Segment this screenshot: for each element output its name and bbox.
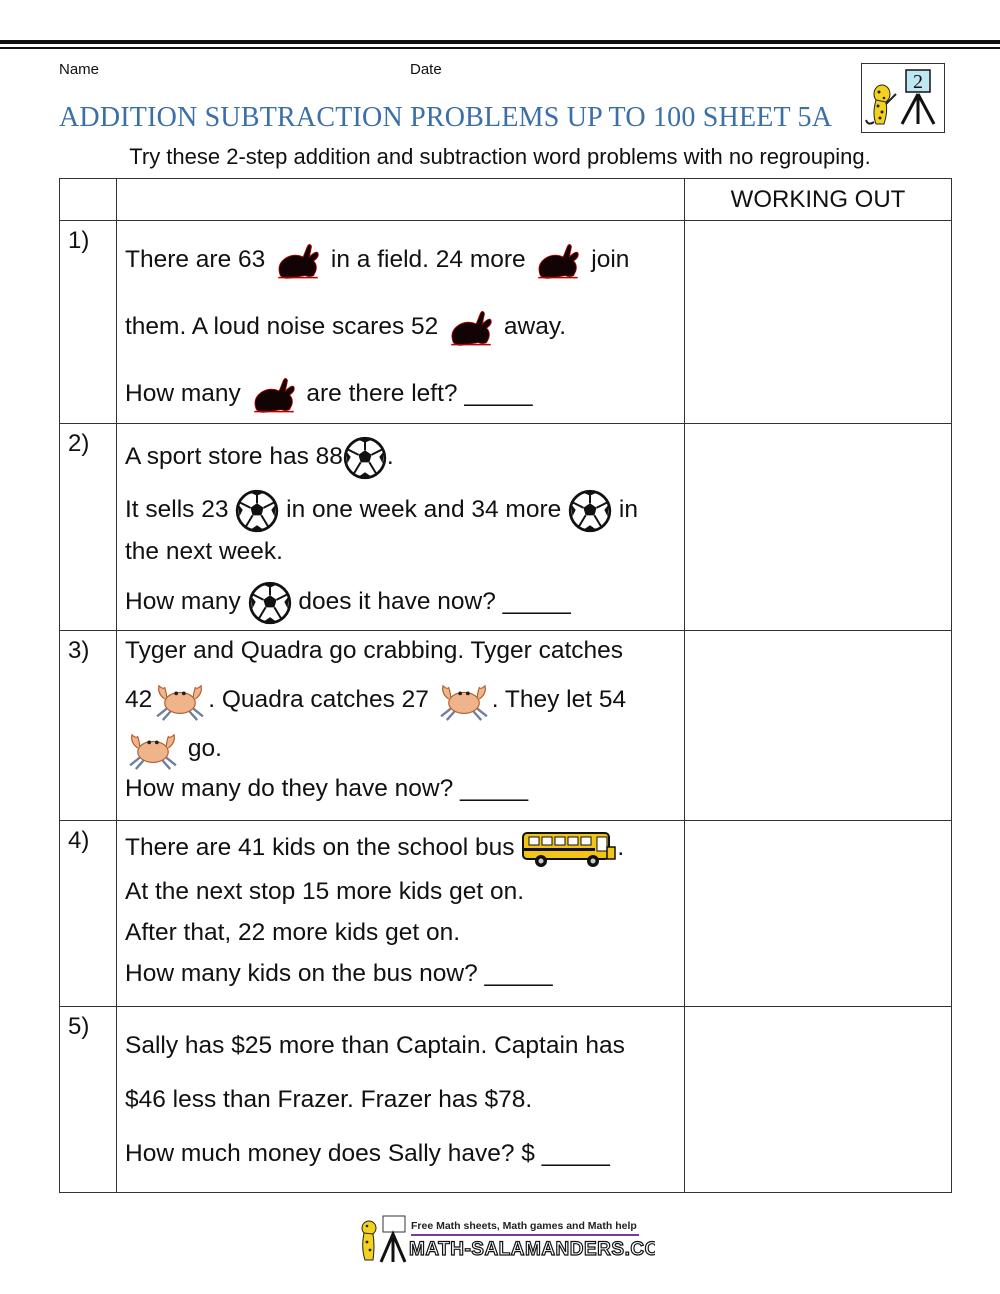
school-bus-icon (521, 829, 617, 869)
problem-text: in one week and 34 more (286, 496, 562, 523)
table-header-row (60, 179, 952, 221)
soccer-ball-icon (568, 489, 612, 533)
soccer-ball-icon (343, 436, 387, 480)
problem-text: At the next stop 15 more kids get on. (125, 878, 525, 905)
problem-number: 1) (60, 221, 117, 424)
problems-table (59, 178, 952, 1193)
crab-icon (436, 680, 492, 722)
problem-text: does it have now? _____ (298, 588, 571, 615)
problem-text-3 (117, 631, 685, 821)
working-out-cell[interactable] (685, 424, 952, 631)
problem-text: the next week. (125, 538, 283, 565)
problem-row-3 (60, 631, 952, 821)
rabbit-icon (532, 240, 584, 282)
soccer-ball-icon (235, 489, 279, 533)
working-out-cell[interactable] (685, 221, 952, 424)
problem-text: How much money does Sally have? $ _____ (125, 1140, 610, 1167)
problem-text: There are 41 kids on the school bus (125, 834, 515, 861)
problem-row-4 (60, 821, 952, 1007)
problem-row-2 (60, 424, 952, 631)
problem-text-1 (117, 221, 685, 424)
problem-text: join (591, 246, 630, 273)
easel-icon (902, 94, 934, 124)
problem-text: A sport store has 88 (125, 443, 343, 470)
problem-text: There are 63 (125, 246, 266, 273)
problem-text: . (617, 834, 625, 861)
header-cell-number (60, 179, 117, 221)
problem-text: $46 less than Frazer. Frazer has $78. (125, 1086, 533, 1113)
problem-text: How many (125, 588, 241, 615)
problem-row-1 (60, 221, 952, 424)
problem-text: away. (503, 313, 567, 340)
top-rule (0, 40, 1000, 44)
name-label: Name (59, 61, 100, 78)
soccer-ball-icon (248, 581, 292, 625)
problem-row-5 (60, 1007, 952, 1193)
problem-text: are there left? _____ (306, 380, 533, 407)
date-label: Date (410, 61, 442, 78)
working-out-cell[interactable] (685, 821, 952, 1007)
page-title: ADDITION SUBTRACTION PROBLEMS UP TO 100 SHEET 5A (59, 102, 833, 133)
rabbit-icon (248, 374, 300, 416)
problem-number: 2) (60, 424, 117, 631)
problem-text: go. (187, 735, 222, 762)
problem-text-4 (117, 821, 685, 1007)
logo-grade-number: 2 (913, 71, 923, 93)
problem-text: in (618, 496, 638, 523)
working-out-cell[interactable] (685, 631, 952, 821)
problem-number: 3) (60, 631, 117, 821)
working-out-cell[interactable] (685, 1007, 952, 1193)
problem-text: . They let 54 (491, 686, 627, 713)
problem-text: Sally has $25 more than Captain. Captain has (125, 1032, 625, 1059)
problem-text: in a field. 24 more (330, 246, 526, 273)
salamander-icon (866, 85, 896, 124)
working-out-header: WORKING OUT (685, 179, 952, 221)
grade-logo (861, 63, 945, 133)
rabbit-icon (445, 307, 497, 349)
top-rule-thin (0, 47, 1000, 49)
crab-icon (125, 729, 181, 771)
footer-brand: MATH-SALAMANDERS.COM (409, 1239, 655, 1260)
problem-text: them. A loud noise scares 52 (125, 313, 439, 340)
footer-tagline: Free Math sheets, Math games and Math help (411, 1220, 637, 1232)
problem-text: After that, 22 more kids get on. (125, 919, 461, 946)
problem-text: How many kids on the bus now? _____ (125, 960, 553, 987)
problem-text-5 (117, 1007, 685, 1193)
page-subtitle: Try these 2-step addition and subtraction word problems with no regrouping. (129, 144, 871, 169)
rabbit-icon (272, 240, 324, 282)
header-cell-problem (117, 179, 685, 221)
problem-number: 5) (60, 1007, 117, 1193)
problem-text: 42 (125, 686, 153, 713)
problem-number: 4) (60, 821, 117, 1007)
problem-text-2 (117, 424, 685, 631)
salamander-icon (362, 1221, 376, 1260)
problem-text: How many (125, 380, 241, 407)
problem-text: . (386, 443, 394, 470)
problem-text: Tyger and Quadra go crabbing. Tyger catches (125, 637, 624, 664)
problem-text: It sells 23 (125, 496, 229, 523)
crab-icon (152, 680, 208, 722)
footer-logo (355, 1212, 655, 1268)
problem-text: . Quadra catches 27 (208, 686, 429, 713)
problem-text: How many do they have now? _____ (125, 775, 529, 802)
